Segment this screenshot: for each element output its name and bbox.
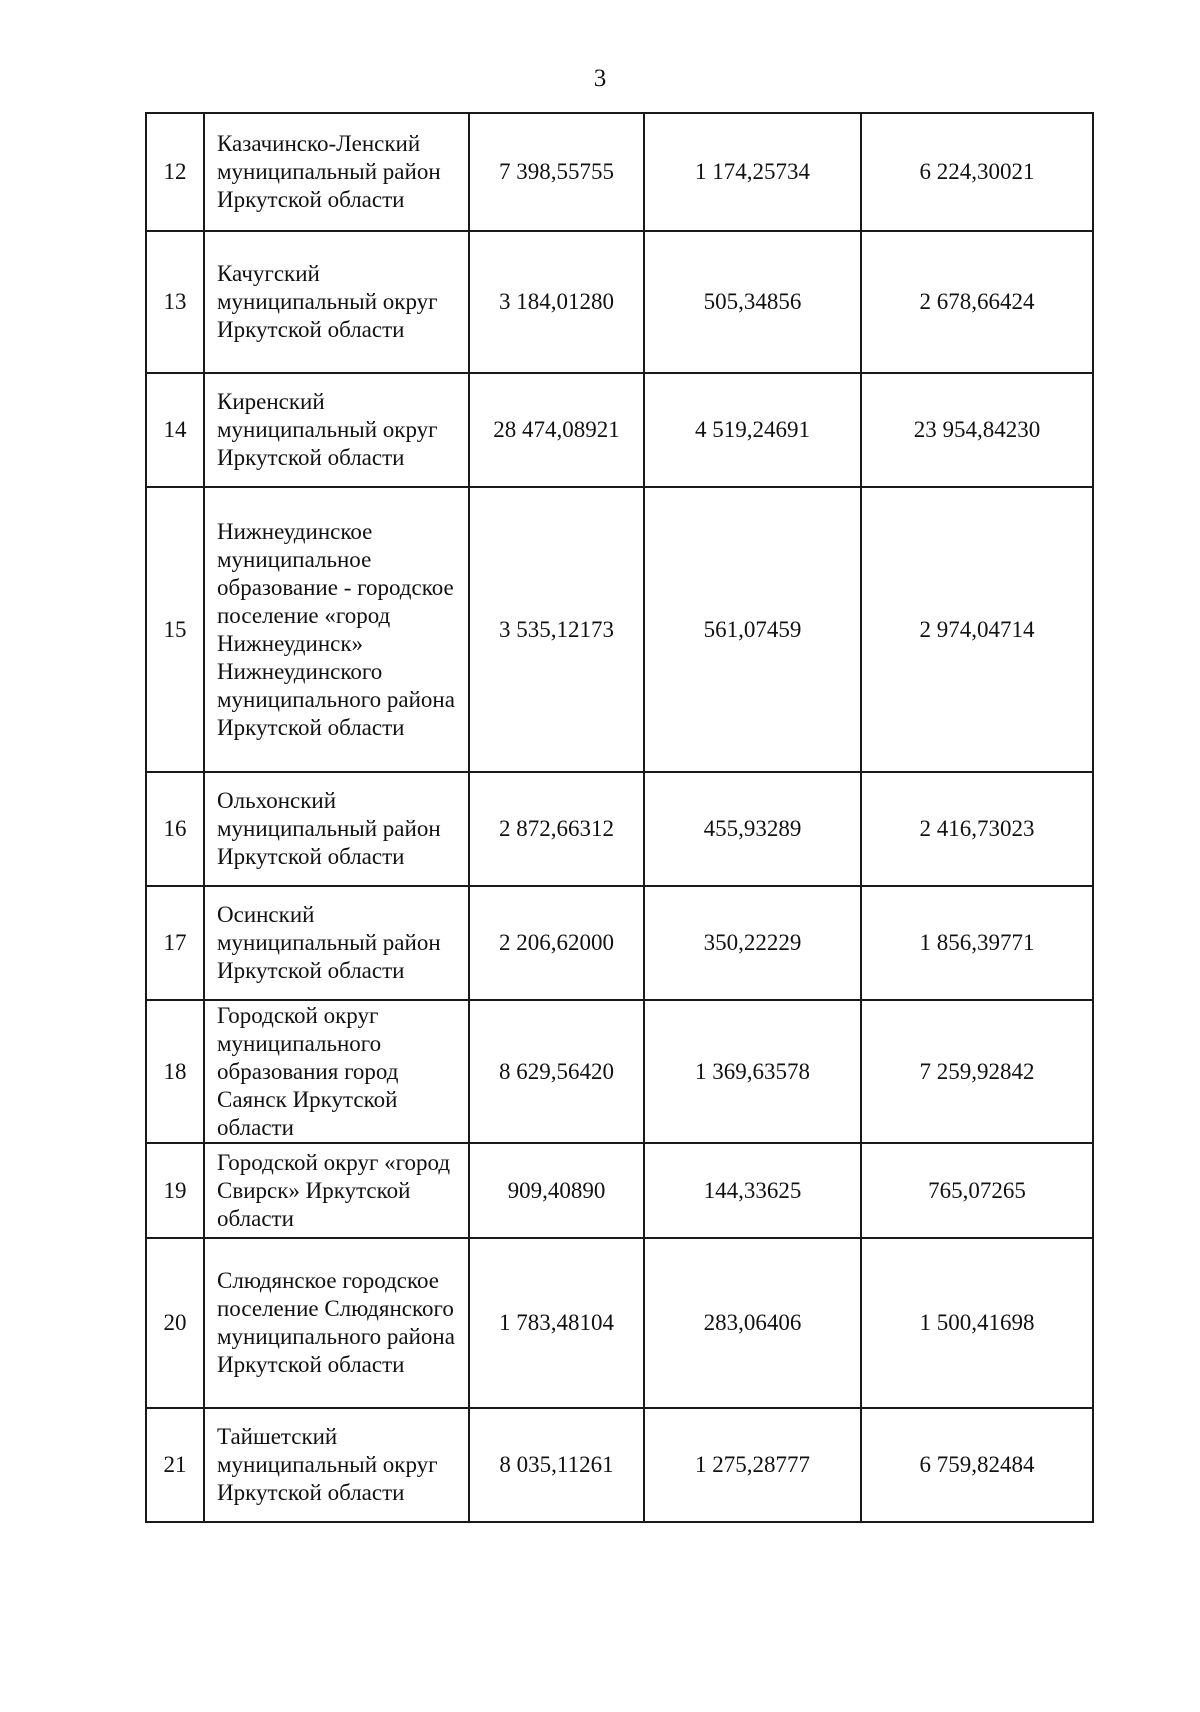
- municipality-name: Ольхонский муниципальный район Иркутской области: [204, 772, 469, 886]
- value-cell: 455,93289: [644, 772, 861, 886]
- value-cell: 2 678,66424: [861, 231, 1093, 373]
- table-row: [146, 1000, 1093, 1143]
- value-cell: 1 275,28777: [644, 1408, 861, 1522]
- row-number: 14: [146, 373, 204, 487]
- municipality-name: Городской округ «город Свирск» Иркутской области: [204, 1143, 469, 1238]
- row-number: 18: [146, 1000, 204, 1143]
- row-number: 12: [146, 113, 204, 231]
- value-cell: 7 398,55755: [469, 113, 644, 231]
- table-row: [146, 487, 1093, 772]
- value-cell: 3 535,12173: [469, 487, 644, 772]
- data-table: [145, 112, 1094, 1523]
- value-cell: 6 759,82484: [861, 1408, 1093, 1522]
- value-cell: 28 474,08921: [469, 373, 644, 487]
- page-number: 3: [593, 65, 607, 92]
- value-cell: 765,07265: [861, 1143, 1093, 1238]
- value-cell: 4 519,24691: [644, 373, 861, 487]
- table-row: [146, 1408, 1093, 1522]
- row-number: 21: [146, 1408, 204, 1522]
- value-cell: 144,33625: [644, 1143, 861, 1238]
- table-row: [146, 113, 1093, 231]
- value-cell: 505,34856: [644, 231, 861, 373]
- table-row: [146, 1143, 1093, 1238]
- municipality-name: Киренский муниципальный округ Иркутской области: [204, 373, 469, 487]
- value-cell: 283,06406: [644, 1238, 861, 1408]
- value-cell: 2 416,73023: [861, 772, 1093, 886]
- municipality-name: Городской округ муниципального образования город Саянск Иркутской области: [204, 1000, 469, 1143]
- municipality-name: Осинский муниципальный район Иркутской области: [204, 886, 469, 1000]
- table-row: [146, 231, 1093, 373]
- value-cell: 1 783,48104: [469, 1238, 644, 1408]
- value-cell: 1 856,39771: [861, 886, 1093, 1000]
- value-cell: 1 500,41698: [861, 1238, 1093, 1408]
- municipality-name: Казачинско-Ленский муниципальный район Иркутской области: [204, 113, 469, 231]
- value-cell: 23 954,84230: [861, 373, 1093, 487]
- value-cell: 8 035,11261: [469, 1408, 644, 1522]
- row-number: 15: [146, 487, 204, 772]
- value-cell: 2 206,62000: [469, 886, 644, 1000]
- row-number: 17: [146, 886, 204, 1000]
- table-row: [146, 886, 1093, 1000]
- table-row: [146, 772, 1093, 886]
- value-cell: 909,40890: [469, 1143, 644, 1238]
- value-cell: 350,22229: [644, 886, 861, 1000]
- row-number: 19: [146, 1143, 204, 1238]
- municipality-name: Слюдянское городское поселение Слюдянского муниципального района Иркутской области: [204, 1238, 469, 1408]
- value-cell: 2 974,04714: [861, 487, 1093, 772]
- value-cell: 1 369,63578: [644, 1000, 861, 1143]
- value-cell: 7 259,92842: [861, 1000, 1093, 1143]
- value-cell: 2 872,66312: [469, 772, 644, 886]
- value-cell: 3 184,01280: [469, 231, 644, 373]
- value-cell: 8 629,56420: [469, 1000, 644, 1143]
- table-row: [146, 1238, 1093, 1408]
- row-number: 16: [146, 772, 204, 886]
- value-cell: 1 174,25734: [644, 113, 861, 231]
- municipality-name: Нижнеудинское муниципальное образование - городское поселение «город Нижнеудинск» Нижнеудинского муниципального района Иркутской области: [204, 487, 469, 772]
- row-number: 13: [146, 231, 204, 373]
- value-cell: 6 224,30021: [861, 113, 1093, 231]
- table-row: [146, 373, 1093, 487]
- row-number: 20: [146, 1238, 204, 1408]
- value-cell: 561,07459: [644, 487, 861, 772]
- municipality-name: Качугский муниципальный округ Иркутской области: [204, 231, 469, 373]
- municipality-name: Тайшетский муниципальный округ Иркутской области: [204, 1408, 469, 1522]
